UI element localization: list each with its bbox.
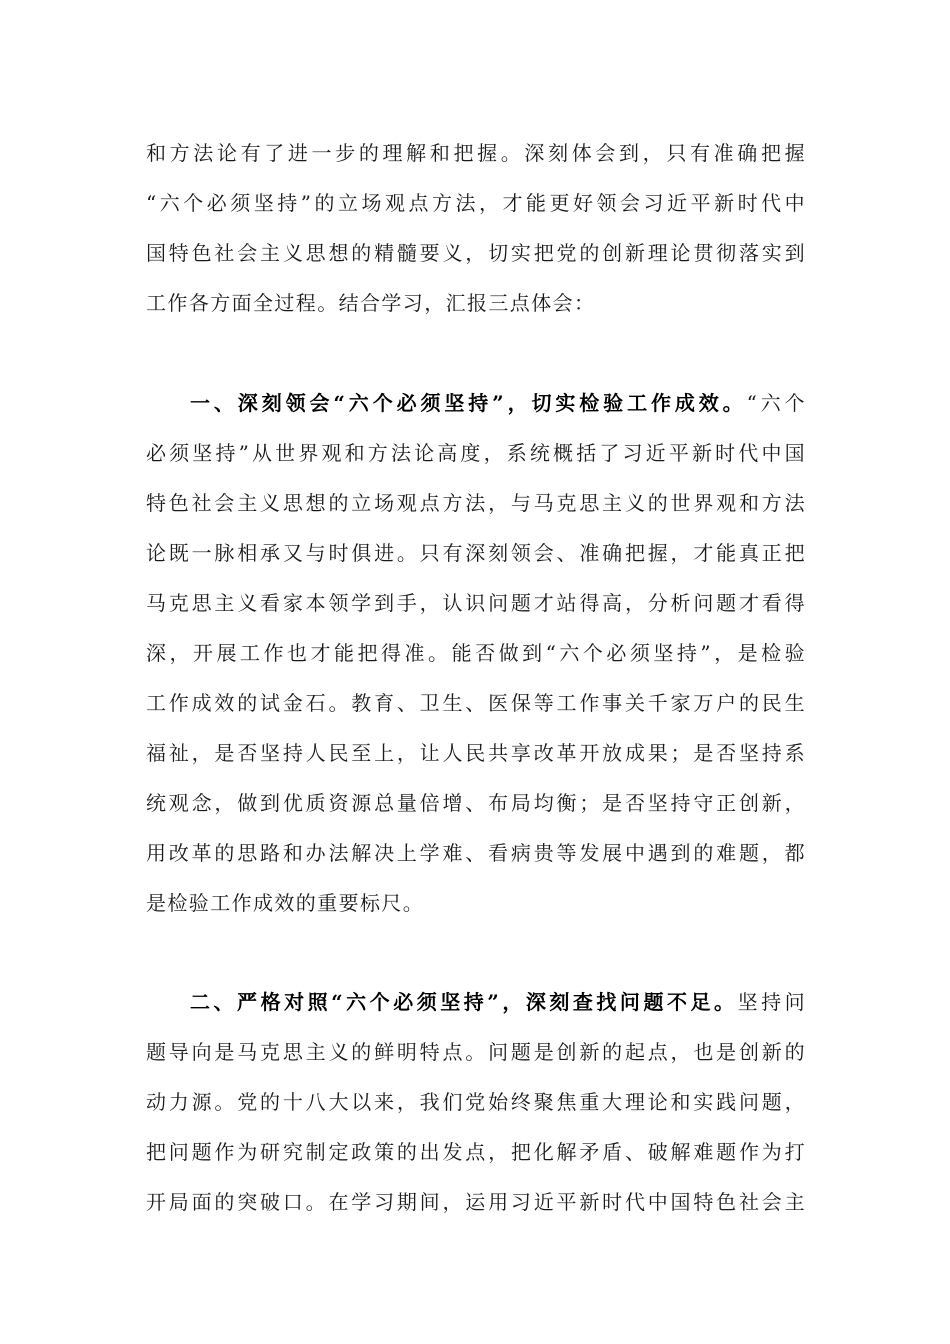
paragraph-section-one bbox=[146, 378, 806, 928]
text-line: 开局面的突破口。在学习期间，运用习近平新时代中国特色社会主 bbox=[146, 1190, 806, 1214]
text-line: 工作各方面全过程。结合学习，汇报三点体会： bbox=[146, 291, 596, 315]
text-line: 国特色社会主义思想的精髓要义，切实把党的创新理论贯彻落实到 bbox=[146, 241, 806, 265]
text-line: 题导向是马克思主义的鲜明特点。问题是创新的起点，也是创新的 bbox=[146, 1040, 806, 1064]
text-line: 动力源。党的十八大以来，我们党始终聚焦重大理论和实践问题， bbox=[146, 1090, 806, 1114]
text-line: 统观念，做到优质资源总量倍增、布局均衡；是否坚持守正创新， bbox=[146, 791, 806, 815]
text-line: 必须坚持”从世界观和方法论高度，系统概括了习近平新时代中国 bbox=[146, 441, 806, 465]
text-line: 马克思主义看家本领学到手，认识问题才站得高，分析问题才看得 bbox=[146, 591, 806, 615]
text-line: 工作成效的试金石。教育、卫生、医保等工作事关千家万户的民生 bbox=[146, 691, 806, 715]
section-heading-one: 一、深刻领会“六个必须坚持”，切实检验工作成效。 bbox=[190, 391, 747, 415]
text-line: 用改革的思路和办法解决上学难、看病贵等发展中遇到的难题，都 bbox=[146, 841, 806, 865]
text-line: 和方法论有了进一步的理解和把握。深刻体会到，只有准确把握 bbox=[146, 141, 806, 165]
section-heading-two: 二、严格对照“六个必须坚持”，深刻查找问题不足。 bbox=[190, 990, 738, 1014]
text-line: 把问题作为研究制定政策的出发点，把化解矛盾、破解难题作为打 bbox=[146, 1140, 806, 1164]
paragraph-intro-continuation bbox=[146, 128, 806, 328]
first-line-rest: “六个 bbox=[746, 391, 806, 415]
paragraph-section-two bbox=[146, 977, 806, 1227]
text-line: 特色社会主义思想的立场观点方法，与马克思主义的世界观和方法 bbox=[146, 491, 806, 515]
first-line-rest: 坚持问 bbox=[737, 990, 806, 1014]
text-line: “六个必须坚持”的立场观点方法，才能更好领会习近平新时代中 bbox=[146, 191, 806, 215]
first-line bbox=[146, 378, 806, 428]
first-line bbox=[146, 977, 806, 1027]
text-line: 论既一脉相承又与时俱进。只有深刻领会、准确把握，才能真正把 bbox=[146, 541, 806, 565]
text-line: 是检验工作成效的重要标尺。 bbox=[146, 891, 425, 915]
text-line: 深，开展工作也才能把得准。能否做到“六个必须坚持”，是检验 bbox=[146, 641, 806, 665]
text-line: 福祉，是否坚持人民至上，让人民共享改革开放成果；是否坚持系 bbox=[146, 741, 806, 765]
